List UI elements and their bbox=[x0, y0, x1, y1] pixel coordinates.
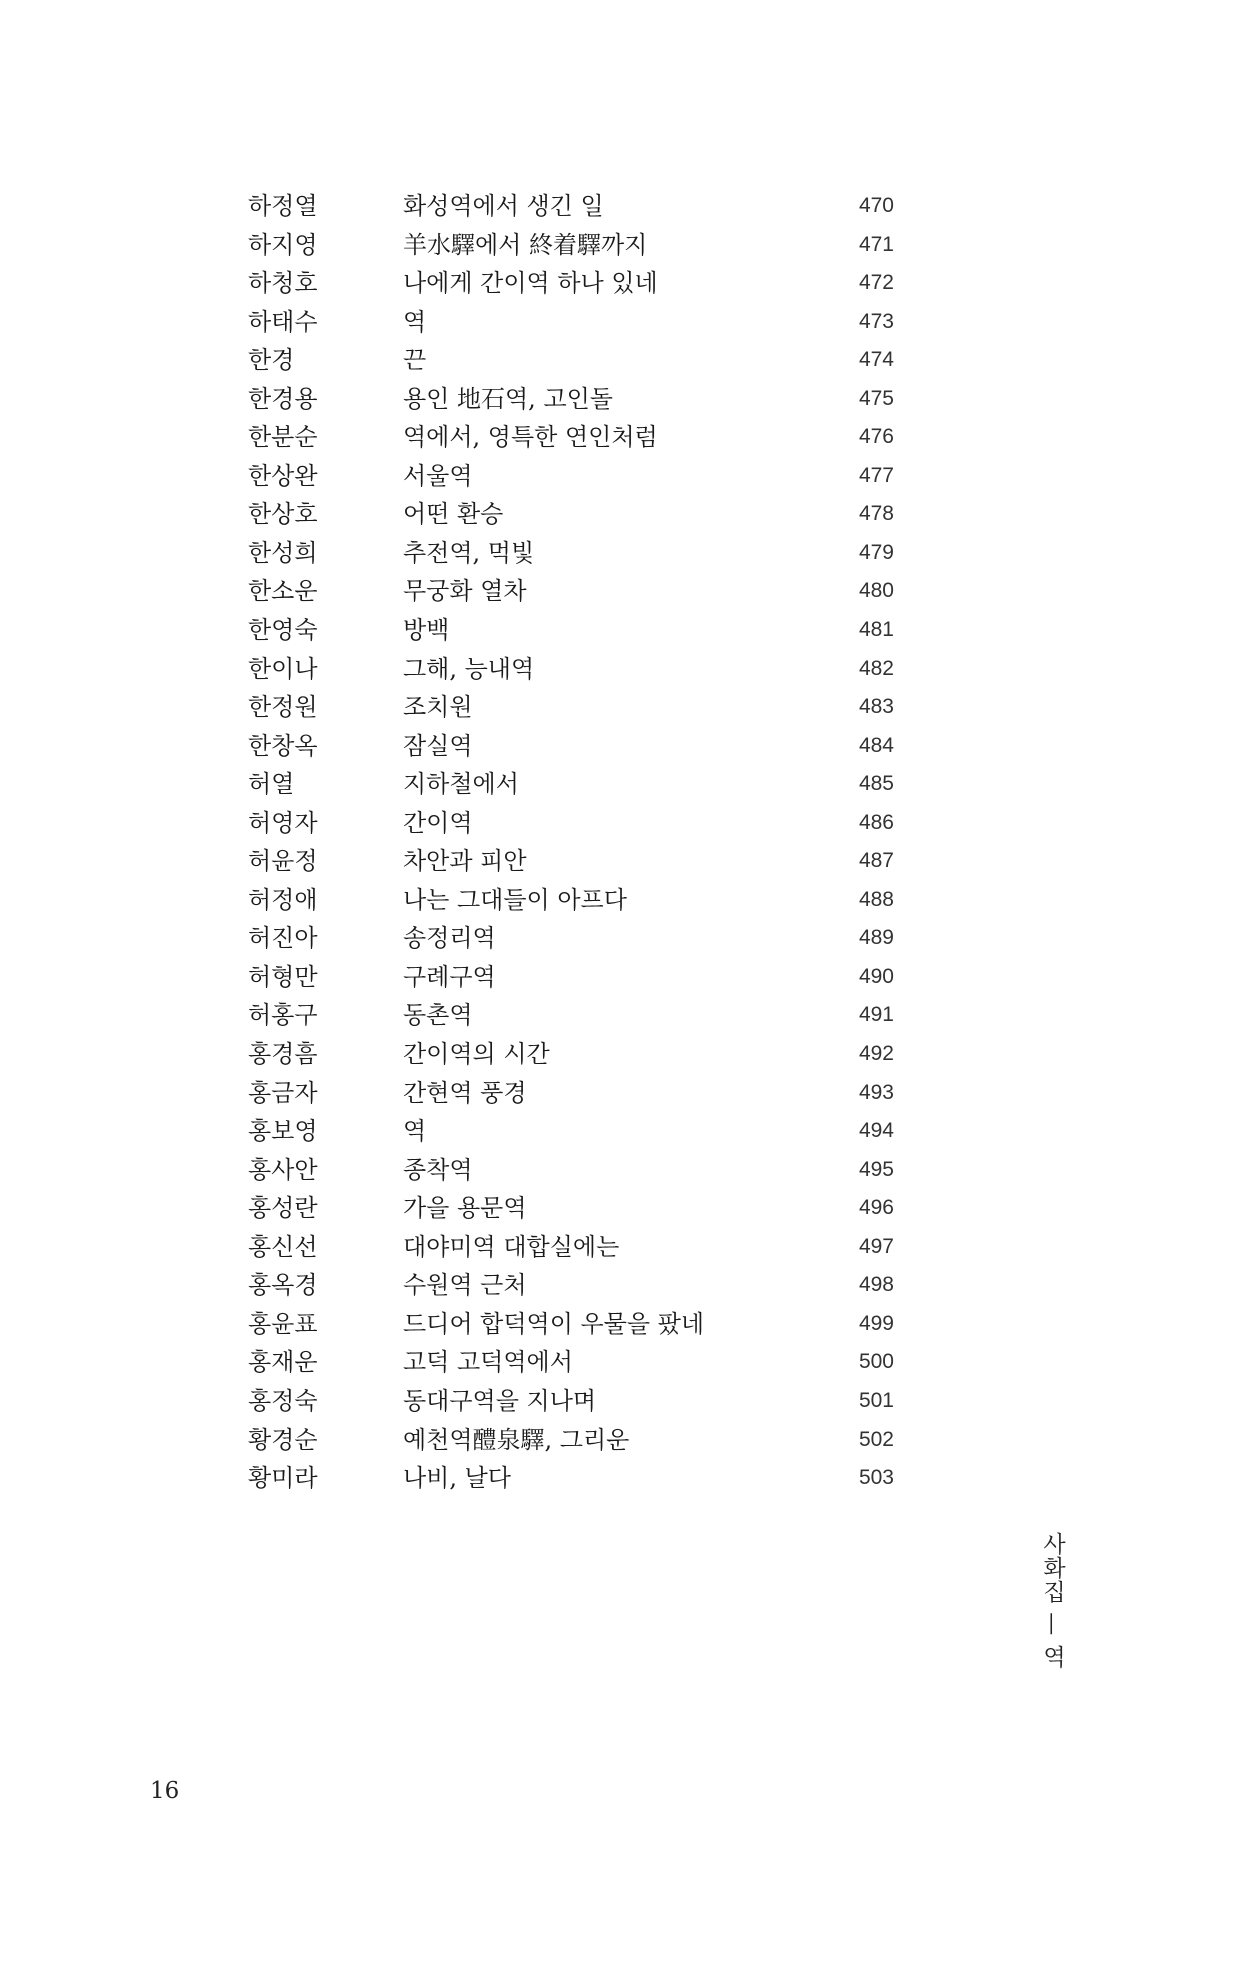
toc-poem-title: 가을 용문역 bbox=[403, 1194, 527, 1223]
toc-entry bbox=[248, 881, 908, 920]
toc-entry bbox=[248, 341, 908, 380]
toc-poem-title: 나비, 날다 bbox=[403, 1464, 511, 1493]
toc-author: 허홍구 bbox=[248, 1001, 318, 1030]
toc-author: 허윤정 bbox=[248, 847, 318, 876]
toc-entry bbox=[248, 380, 908, 419]
toc-author: 홍사안 bbox=[248, 1155, 318, 1184]
toc-page-number: 493 bbox=[858, 1080, 894, 1104]
toc-page-number: 488 bbox=[858, 887, 894, 911]
toc-poem-title: 차안과 피안 bbox=[403, 847, 527, 876]
toc-author: 한창옥 bbox=[248, 731, 318, 760]
toc-poem-title: 역 bbox=[403, 1117, 427, 1146]
toc-entry bbox=[248, 1266, 908, 1305]
toc-page-number: 472 bbox=[858, 271, 894, 295]
toc-page-number: 502 bbox=[858, 1427, 894, 1451]
toc-author: 하정열 bbox=[248, 192, 318, 220]
toc-poem-title: 간현역 풍경 bbox=[403, 1078, 527, 1107]
toc-author: 허진아 bbox=[248, 924, 318, 953]
toc-poem-title: 그해, 능내역 bbox=[403, 654, 535, 683]
toc-poem-title: 서울역 bbox=[403, 461, 473, 490]
toc-author: 하태수 bbox=[248, 307, 318, 336]
toc-poem-title: 동촌역 bbox=[403, 1001, 473, 1030]
toc-page-number: 491 bbox=[858, 1003, 894, 1027]
toc-author: 홍성란 bbox=[248, 1194, 318, 1223]
toc-entry bbox=[248, 919, 908, 958]
toc-author: 황미라 bbox=[248, 1464, 318, 1493]
toc-author: 홍재운 bbox=[248, 1348, 318, 1377]
toc-author: 하지영 bbox=[248, 230, 318, 259]
toc-entry bbox=[248, 495, 908, 534]
toc-page-number: 496 bbox=[858, 1196, 894, 1220]
toc-author: 허정애 bbox=[248, 885, 318, 914]
toc-page-number: 473 bbox=[858, 309, 894, 333]
toc-page-number: 476 bbox=[858, 425, 894, 449]
toc-author: 홍보영 bbox=[248, 1117, 318, 1146]
toc-poem-title: 종착역 bbox=[403, 1155, 473, 1184]
toc-entry bbox=[248, 1421, 908, 1460]
toc-entry bbox=[248, 1189, 908, 1228]
toc-page-number: 497 bbox=[858, 1234, 894, 1258]
toc-author: 홍윤표 bbox=[248, 1309, 318, 1338]
toc-entry bbox=[248, 1459, 908, 1498]
toc-page-number: 490 bbox=[858, 964, 894, 988]
toc-entry bbox=[248, 842, 908, 881]
toc-page-number: 485 bbox=[858, 772, 894, 796]
toc-entry bbox=[248, 457, 908, 496]
toc-page-number: 480 bbox=[858, 579, 894, 603]
toc-author: 하청호 bbox=[248, 269, 318, 298]
toc-author: 홍금자 bbox=[248, 1078, 318, 1107]
toc-entry bbox=[248, 264, 908, 303]
toc-poem-title: 구례구역 bbox=[403, 962, 496, 991]
toc-entry bbox=[248, 1035, 908, 1074]
toc-page-number: 475 bbox=[858, 386, 894, 410]
toc-entry bbox=[248, 303, 908, 342]
toc-poem-title: 추전역, 먹빛 bbox=[403, 538, 535, 567]
toc-poem-title: 대야미역 대합실에는 bbox=[403, 1232, 620, 1261]
toc-page-number: 503 bbox=[858, 1466, 894, 1490]
toc-entry bbox=[248, 611, 908, 650]
toc-author: 한소운 bbox=[248, 577, 318, 606]
toc-entry bbox=[248, 650, 908, 689]
toc-author: 한이나 bbox=[248, 654, 318, 683]
toc-poem-title: 무궁화 열차 bbox=[403, 577, 527, 606]
toc-author: 허영자 bbox=[248, 808, 318, 837]
toc-author: 허형만 bbox=[248, 962, 318, 991]
toc-entry bbox=[248, 1305, 908, 1344]
toc-entry bbox=[248, 1112, 908, 1151]
toc-author: 홍경흠 bbox=[248, 1040, 318, 1069]
toc-page-number: 483 bbox=[858, 695, 894, 719]
toc-page-number: 495 bbox=[858, 1157, 894, 1181]
toc-entry bbox=[248, 727, 908, 766]
toc-entry bbox=[248, 534, 908, 573]
toc-author: 한경용 bbox=[248, 384, 318, 413]
toc-poem-title: 끈 bbox=[403, 346, 427, 375]
table-of-contents bbox=[248, 187, 908, 1498]
toc-page-number: 481 bbox=[858, 618, 894, 642]
toc-page-number: 479 bbox=[858, 540, 894, 564]
toc-page-number: 500 bbox=[858, 1350, 894, 1374]
toc-page-number: 477 bbox=[858, 463, 894, 487]
toc-author: 홍신선 bbox=[248, 1232, 318, 1261]
toc-entry bbox=[248, 1228, 908, 1267]
toc-poem-title: 용인 地石역, 고인돌 bbox=[403, 384, 613, 413]
toc-entry bbox=[248, 418, 908, 457]
toc-entry bbox=[248, 804, 908, 843]
toc-page-number: 499 bbox=[858, 1311, 894, 1335]
toc-entry bbox=[248, 958, 908, 997]
toc-page-number: 470 bbox=[858, 194, 894, 217]
toc-author: 한분순 bbox=[248, 423, 318, 452]
toc-entry bbox=[248, 187, 908, 226]
toc-poem-title: 고덕 고덕역에서 bbox=[403, 1348, 573, 1377]
toc-poem-title: 羊水驛에서 終着驛까지 bbox=[403, 230, 648, 259]
toc-page-number: 498 bbox=[858, 1273, 894, 1297]
toc-poem-title: 송정리역 bbox=[403, 924, 496, 953]
toc-poem-title: 조치원 bbox=[403, 693, 473, 722]
toc-entry bbox=[248, 1343, 908, 1382]
toc-page-number: 494 bbox=[858, 1119, 894, 1143]
toc-author: 홍옥경 bbox=[248, 1271, 318, 1300]
toc-poem-title: 지하철에서 bbox=[403, 770, 519, 799]
toc-author: 허열 bbox=[248, 770, 295, 799]
toc-poem-title: 드디어 합덕역이 우물을 팠네 bbox=[403, 1309, 705, 1338]
toc-page-number: 492 bbox=[858, 1042, 894, 1066]
toc-entry bbox=[248, 1074, 908, 1113]
toc-entry bbox=[248, 996, 908, 1035]
toc-author: 한정원 bbox=[248, 693, 318, 722]
toc-page-number: 487 bbox=[858, 849, 894, 873]
toc-author: 한경 bbox=[248, 346, 295, 375]
toc-author: 한영숙 bbox=[248, 616, 318, 645]
toc-poem-title: 화성역에서 생긴 일 bbox=[403, 192, 604, 220]
toc-page-number: 478 bbox=[858, 502, 894, 526]
toc-page-number: 474 bbox=[858, 348, 894, 372]
toc-entry bbox=[248, 765, 908, 804]
toc-poem-title: 나에게 간이역 하나 있네 bbox=[403, 269, 658, 298]
toc-entry bbox=[248, 1151, 908, 1190]
toc-author: 황경순 bbox=[248, 1425, 318, 1454]
toc-author: 한성희 bbox=[248, 538, 318, 567]
toc-poem-title: 어떤 환승 bbox=[403, 500, 504, 529]
toc-poem-title: 나는 그대들이 아프다 bbox=[403, 885, 627, 914]
toc-poem-title: 간이역 bbox=[403, 808, 473, 837]
toc-page-number: 482 bbox=[858, 656, 894, 680]
toc-page-number: 484 bbox=[858, 733, 894, 757]
toc-author: 한상완 bbox=[248, 461, 318, 490]
toc-page-number: 501 bbox=[858, 1388, 894, 1412]
toc-entry bbox=[248, 572, 908, 611]
toc-poem-title: 동대구역을 지나며 bbox=[403, 1386, 597, 1415]
page-number: 16 bbox=[150, 1778, 180, 1804]
toc-poem-title: 간이역의 시간 bbox=[403, 1040, 550, 1069]
toc-entry bbox=[248, 1382, 908, 1421]
running-title: 사화집 — 역 bbox=[1039, 1532, 1065, 1669]
toc-poem-title: 역에서, 영특한 연인처럼 bbox=[403, 423, 658, 452]
toc-poem-title: 수원역 근처 bbox=[403, 1271, 527, 1300]
toc-poem-title: 역 bbox=[403, 307, 427, 336]
toc-poem-title: 잠실역 bbox=[403, 731, 473, 760]
toc-author: 홍정숙 bbox=[248, 1386, 318, 1415]
toc-author: 한상호 bbox=[248, 500, 318, 529]
toc-page-number: 486 bbox=[858, 810, 894, 834]
toc-page-number: 471 bbox=[858, 232, 894, 256]
toc-page-number: 489 bbox=[858, 926, 894, 950]
toc-poem-title: 예천역醴泉驛, 그리운 bbox=[403, 1425, 630, 1454]
toc-entry bbox=[248, 226, 908, 265]
toc-entry bbox=[248, 688, 908, 727]
toc-poem-title: 방백 bbox=[403, 616, 450, 645]
